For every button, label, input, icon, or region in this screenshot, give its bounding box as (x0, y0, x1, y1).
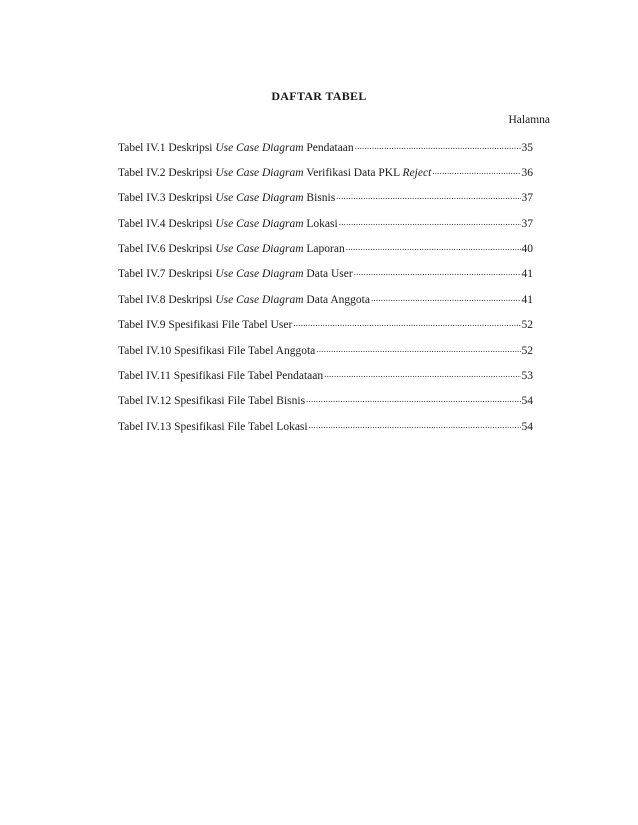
table-entry-label (118, 345, 315, 357)
page-number: 41 (521, 268, 533, 281)
table-entry-italic-text: Use Case Diagram (215, 166, 304, 179)
list-item (118, 368, 533, 393)
dot-leader (371, 291, 521, 303)
list-item (118, 291, 533, 316)
list-item (118, 215, 533, 240)
page-number: 52 (521, 344, 533, 357)
table-entry-text: Tabel IV.3 Deskripsi (118, 192, 216, 205)
table-entry-text: Bisnis (303, 192, 336, 205)
page-number: 37 (521, 217, 533, 230)
dot-leader (346, 241, 521, 253)
table-entry-text: Tabel IV.13 Spesifikasi File Tabel Lokasi (118, 420, 308, 433)
page-number: 41 (521, 293, 533, 306)
table-entry-italic-text: Use Case Diagram (215, 243, 304, 256)
table-entry-label (118, 192, 335, 204)
table-entry-label (118, 142, 354, 154)
table-entry-italic-text: Use Case Diagram (215, 268, 304, 281)
table-entry-label (118, 319, 292, 331)
table-entry-label (118, 167, 431, 179)
page-number: 35 (521, 141, 533, 154)
table-entry-text: Data Anggota (303, 293, 370, 306)
list-item (118, 266, 533, 291)
dot-leader (354, 266, 521, 278)
dot-leader (306, 393, 520, 405)
table-entry-text: Tabel IV.8 Deskripsi (118, 293, 216, 306)
table-entry-text: Laporan (303, 243, 345, 256)
table-entry-italic-text: Use Case Diagram (215, 192, 304, 205)
dot-leader (336, 190, 520, 202)
table-entry-italic-text: Use Case Diagram (215, 217, 304, 230)
table-entry-text: Tabel IV.11 Spesifikasi File Tabel Pendataan (118, 370, 324, 383)
table-entry-text: Tabel IV.1 Deskripsi (118, 141, 216, 154)
dot-leader (355, 139, 521, 151)
dot-leader (316, 342, 520, 354)
page-number-column-header: Halamna (508, 114, 550, 126)
table-entry-label (118, 243, 345, 255)
table-entry-label (118, 395, 305, 407)
page-title: DAFTAR TABEL (271, 89, 367, 103)
table-list (118, 139, 533, 444)
list-item (118, 164, 533, 189)
table-entry-text: Tabel IV.2 Deskripsi (118, 166, 216, 179)
table-entry-text: Lokasi (303, 217, 338, 230)
page-number: 53 (521, 370, 533, 383)
list-item (118, 393, 533, 418)
page-number: 36 (521, 166, 533, 179)
page-number: 40 (521, 243, 533, 256)
table-entry-text: Tabel IV.9 Spesifikasi File Tabel User (118, 319, 293, 332)
table-entry-label (118, 421, 308, 433)
dot-leader (339, 215, 521, 227)
table-entry-text: Tabel IV.7 Deskripsi (118, 268, 216, 281)
list-item (118, 139, 533, 164)
table-entry-label (118, 294, 370, 306)
table-entry-text: Data User (303, 268, 353, 281)
page-number: 54 (521, 395, 533, 408)
list-item (118, 190, 533, 215)
table-entry-label (118, 268, 353, 280)
table-entry-italic-text: Reject (402, 166, 432, 179)
table-entry-label (118, 370, 323, 382)
list-item (118, 418, 533, 443)
table-entry-text: Pendataan (303, 141, 354, 154)
table-entry-label (118, 218, 338, 230)
list-item (118, 317, 533, 342)
page-number: 54 (521, 420, 533, 433)
table-entry-italic-text: Use Case Diagram (215, 141, 304, 154)
dot-leader (324, 368, 520, 380)
table-entry-text: Tabel IV.6 Deskripsi (118, 243, 216, 256)
list-item (118, 241, 533, 266)
list-item (118, 342, 533, 367)
table-entry-italic-text: Use Case Diagram (215, 293, 304, 306)
dot-leader (432, 164, 520, 176)
table-entry-text: Tabel IV.10 Spesifikasi File Tabel Anggota (118, 344, 316, 357)
page-number: 52 (521, 319, 533, 332)
dot-leader (293, 317, 520, 329)
table-entry-text: Tabel IV.4 Deskripsi (118, 217, 216, 230)
dot-leader (309, 418, 521, 430)
page-number: 37 (521, 192, 533, 205)
table-entry-text: Verifikasi Data PKL (303, 166, 403, 179)
table-entry-text: Tabel IV.12 Spesifikasi File Tabel Bisnis (118, 395, 306, 408)
